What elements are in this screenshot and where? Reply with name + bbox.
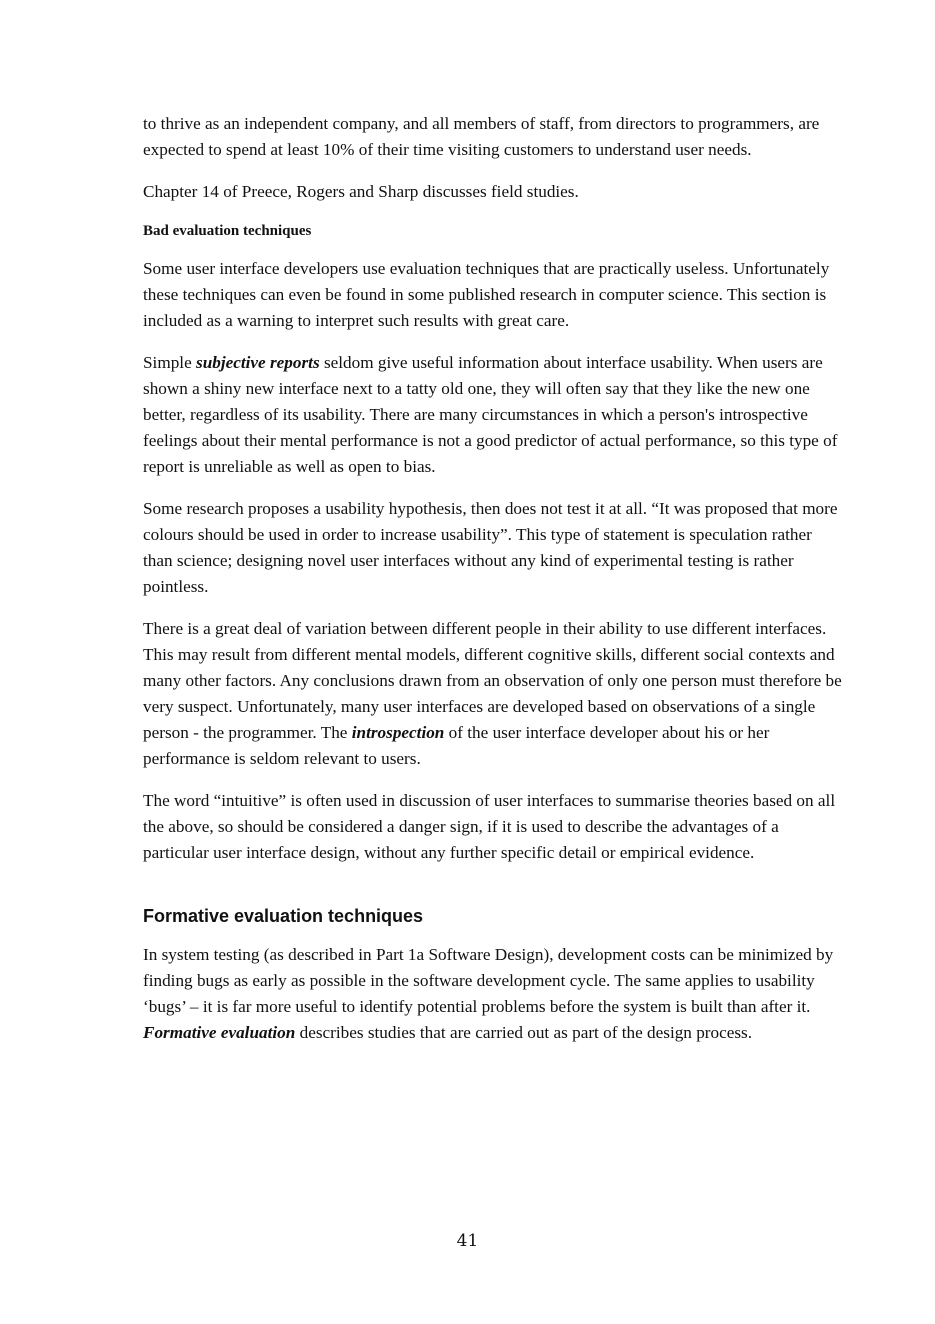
term-introspection: introspection xyxy=(351,723,445,742)
paragraph-untested-hypothesis: Some research proposes a usability hypothesis, then does not test it at all. “It was proposed that more colours should be used in order to increase usability”. This type of statement is speculation rather than science; designing novel user interfaces without any kind of experimental testing is rather pointless. xyxy=(143,499,838,596)
paragraph-intuitive: The word “intuitive” is often used in discussion of user interfaces to summarise theories based on all the above, so should be considered a danger sign, if it is used to describe the advantages of a particular user interface design, without any further specific detail or empirical evidence. xyxy=(143,791,836,862)
paragraph-field-studies-reference: Chapter 14 of Preece, Rogers and Sharp discusses field studies. xyxy=(143,182,579,201)
term-formative-evaluation: Formative evaluation xyxy=(143,1023,296,1042)
paragraph-introspection xyxy=(143,616,843,772)
paragraph-formative-evaluation xyxy=(143,942,843,1046)
section-heading-formative-evaluation: Formative evaluation techniques xyxy=(143,906,424,926)
paragraph-text: There is a great deal of variation between different people in their ability to use different interfaces. This may result from different mental models, different cognitive skills, different social contexts and many other factors. Any conclusions drawn from an observation of only one person must therefore be very suspect. Unfortunately, many user interfaces are developed based on observations of a single person - the programmer. The xyxy=(143,619,842,742)
paragraph-text: of the user interface developer about his or her performance is seldom relevant to users. xyxy=(143,723,770,768)
paragraph-subjective-reports xyxy=(143,350,843,480)
paragraph-independent-company: to thrive as an independent company, and all members of staff, from directors to programmers, are expected to spend at least 10% of their time visiting customers to understand user needs. xyxy=(143,114,820,159)
subheading-bad-evaluation: Bad evaluation techniques xyxy=(143,223,312,239)
paragraph-useless-techniques: Some user interface developers use evaluation techniques that are practically useless. Unfortunately these techniques can even be found in some published research in computer science. This section is included as a warning to interpret such results with great care. xyxy=(143,259,830,330)
paragraph-text: In system testing (as described in Part 1a Software Design), development costs can be minimized by finding bugs as early as possible in the software development cycle. The same applies to usability ‘bugs’ – it is far more useful to identify potential problems before the system is built than after it. xyxy=(143,945,834,1016)
paragraph-text: Simple xyxy=(143,353,196,372)
page-number: 41 xyxy=(456,1231,479,1251)
page-body xyxy=(143,111,843,1062)
paragraph-text: describes studies that are carried out as part of the design process. xyxy=(295,1023,753,1042)
paragraph-text: seldom give useful information about interface usability. When users are shown a shiny new interface next to a tatty old one, they will often say that they like the new one better, regardless of its usability. There are many circumstances in which a person's introspective feelings about their mental performance is not a good predictor of actual performance, so this type of report is unreliable as well as open to bias. xyxy=(143,353,838,476)
term-subjective-reports: subjective reports xyxy=(196,353,320,372)
